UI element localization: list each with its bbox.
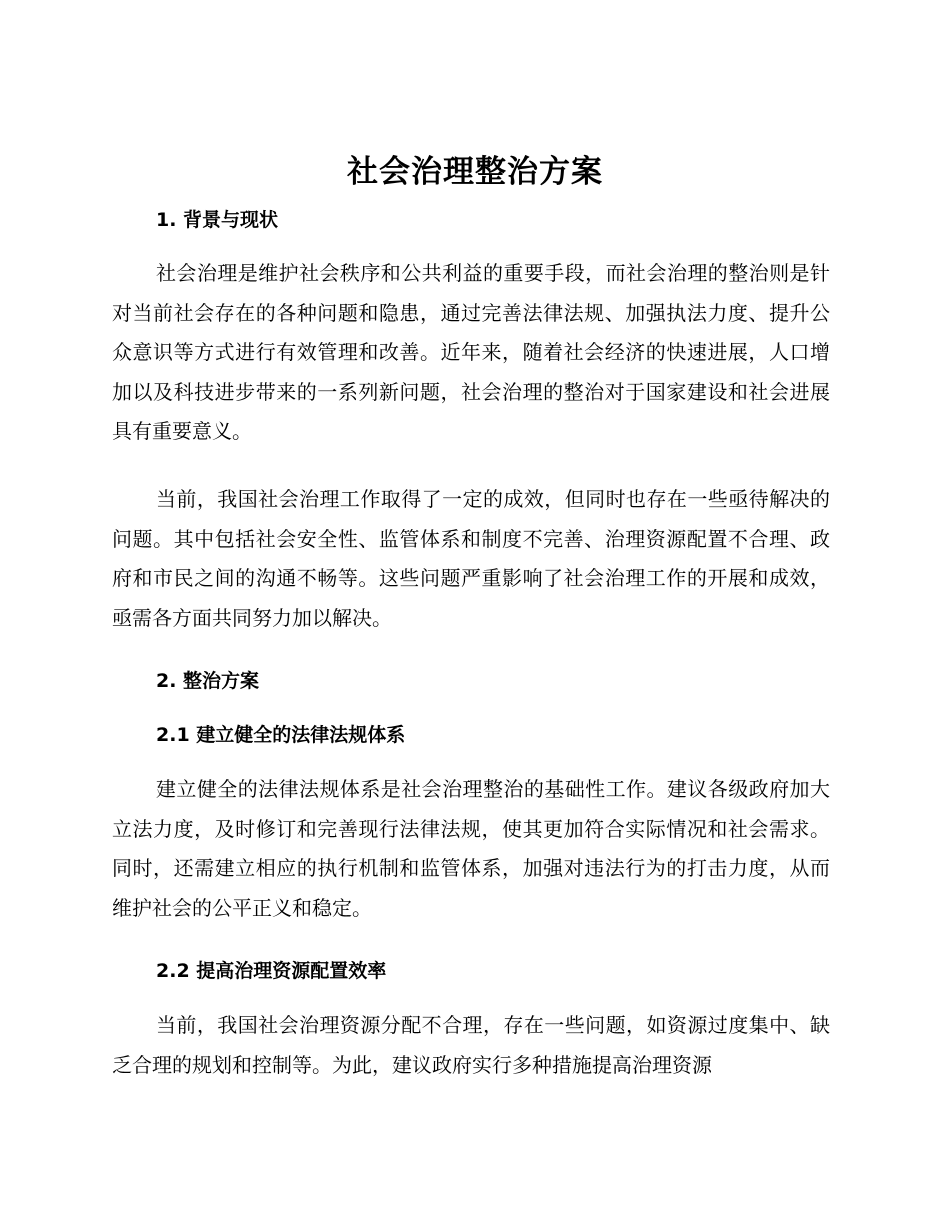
- paragraph-legal-system: 建立健全的法律法规体系是社会治理整治的基础性工作。建议各级政府加大立法力度，及时修订和完善现行法律法规，使其更加符合实际情况和社会需求。同时，还需建立相应的执行机制和监管体系，加强对违法行为的打击力度，从而维护社会的公平正义和稳定。: [112, 777, 830, 920]
- document-title: 社会治理整治方案: [347, 154, 603, 190]
- section-heading-background: 1. 背景与现状: [156, 209, 279, 231]
- subsection-heading-resource-allocation: 2.2 提高治理资源配置效率: [156, 960, 387, 982]
- paragraph-current-status: 当前，我国社会治理工作取得了一定的成效，但同时也存在一些亟待解决的问题。其中包括社会安全性、监管体系和制度不完善、治理资源配置不合理、政府和市民之间的沟通不畅等。这些问题严重影响了社会治理工作的开展和成效，亟需各方面共同努力加以解决。: [112, 487, 830, 630]
- paragraph-resource-allocation: 当前，我国社会治理资源分配不合理，存在一些问题，如资源过度集中、缺乏合理的规划和控制等。为此，建议政府实行多种措施提高治理资源: [112, 1013, 830, 1077]
- section-heading-plan: 2. 整治方案: [156, 670, 260, 692]
- subsection-heading-legal-system: 2.1 建立健全的法律法规体系: [156, 724, 406, 746]
- paragraph-background: 社会治理是维护社会秩序和公共利益的重要手段，而社会治理的整治则是针对当前社会存在的各种问题和隐患，通过完善法律法规、加强执法力度、提升公众意识等方式进行有效管理和改善。近年来，随着社会经济的快速进展，人口增加以及科技进步带来的一系列新问题，社会治理的整治对于国家建设和社会进展具有重要意义。: [112, 261, 830, 443]
